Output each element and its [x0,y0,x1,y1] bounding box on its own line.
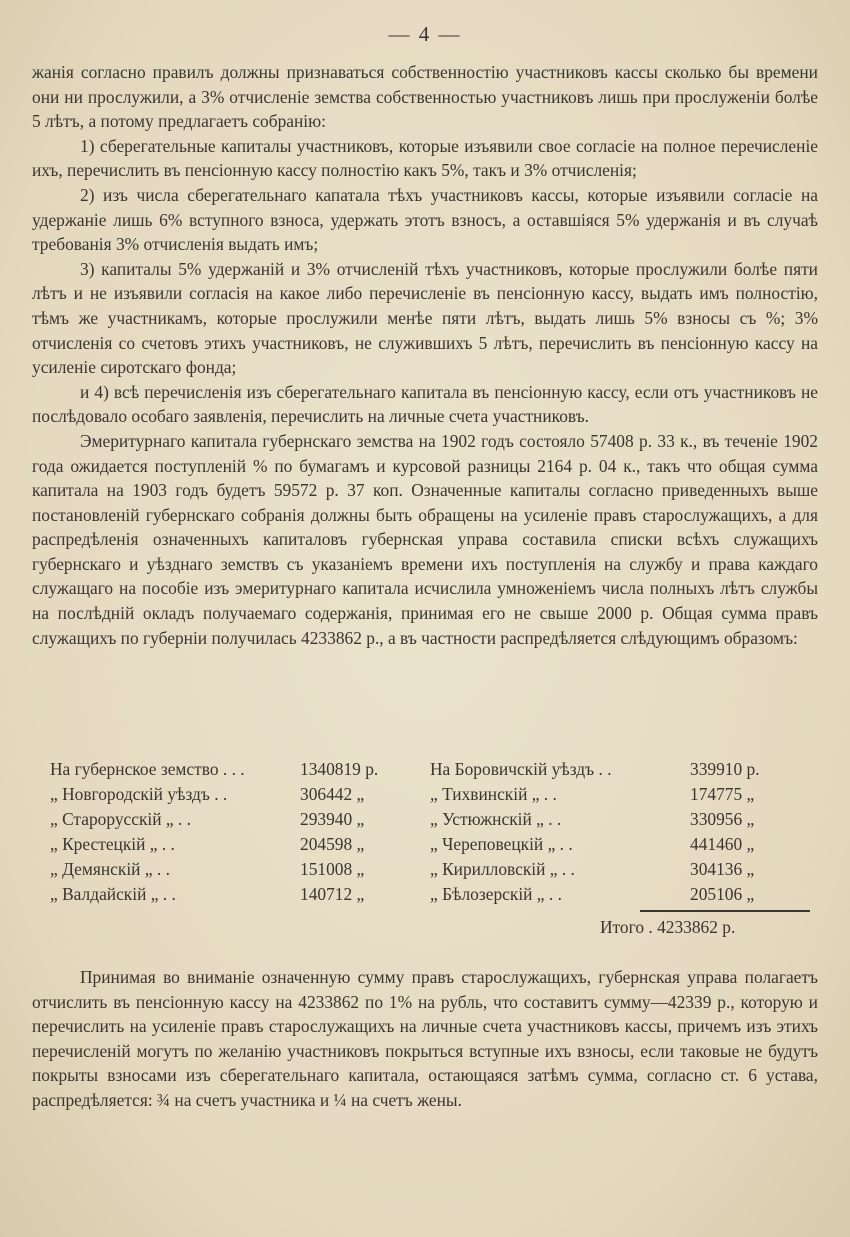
table-row [50,757,810,782]
district-name: На Боровичскій уѣздъ . . [430,759,612,779]
district-value: 174775 „ [690,784,755,804]
district-value: 205106 „ [690,884,755,904]
district-name: „ Череповецкій „ . . [430,834,573,854]
page-number: — 4 — [388,22,462,46]
district-value: 151008 „ [300,859,365,879]
table-row [50,832,810,857]
district-name: „ Устюжнскій „ . . [430,809,562,829]
table-row [50,782,810,807]
table-row [50,882,810,907]
district-name: „ Бѣлозерскій „ . . [430,884,562,904]
district-name: „ Новгородскій уѣздъ . . [50,784,228,804]
district-name: „ Демянскій „ . . [50,859,170,879]
body-text [32,60,818,650]
district-name: „ Тихвинскій „ . . [430,784,557,804]
paragraph-item-1: 1) сберегательные капиталы участниковъ, которые изъявили свое согласіе на полное перечисленіе ихъ, перечислить въ пенсіонную кассу полностію какъ 5%, такъ и 3% отчисленія; [32,135,818,181]
district-value: 441460 „ [690,834,755,854]
table-row [50,857,810,882]
district-name: „ Крестецкій „ . . [50,834,175,854]
total-line: Итого . 4233862 р. [600,917,736,937]
final-text [32,965,818,1113]
district-value: 1340819 р. [300,759,379,779]
district-name: „ Кирилловскій „ . . [430,859,575,879]
district-name: „ Валдайскій „ . . [50,884,176,904]
district-value: 204598 „ [300,834,365,854]
total-divider [640,910,810,912]
district-value: 140712 „ [300,884,365,904]
paragraph-emeritus: Эмеритурнаго капитала губернскаго земства на 1902 годъ состояло 57408 р. 33 к., въ теченіе 1902 года ожидается поступленій % по бумагамъ и курсовой разницы 2164 р. 04 к., такъ что общая сумма капитала на 1903 годъ будетъ 59572 р. 37 коп. Означенные капиталы согласно приведенныхъ выше постановленій губернскаго собранія должны быть обращены на усиленіе правъ старослужащихъ, а для распредѣленія означенныхъ капиталовъ губернская управа составила списки всѣхъ служащихъ губернскаго и уѣзднаго земствъ съ указаніемъ времени ихъ поступленія на службу и права каждаго служащаго на пособіе изъ эмеритурнаго капитала исчислила умноженіемъ числа полныхъ лѣтъ службы на послѣдній окладъ получаемаго содержанія, принимая его не свыше 2000 р. Общая сумма правъ служащихъ по губерніи получилась 4233862 р., а въ частности распредѣляется слѣдующимъ образомъ: [32,430,818,648]
district-name: „ Старорусскій „ . . [50,809,192,829]
district-value: 330956 „ [690,809,755,829]
paragraph-item-3: 3) капиталы 5% удержаній и 3% отчисленій тѣхъ участниковъ, которые прослужили болѣе пяти лѣтъ и не изъявили согласія на какое либо перечисленіе въ пенсіонную кассу, выдать имъ полностію, тѣмъ же участникамъ, которые прослужили менѣе пяти лѣтъ, выдать лишь 5% взносы съ %; 3% отчисленія со счетовъ этихъ участниковъ, не служившихъ 5 лѣтъ, перечислить въ пенсіонную кассу на усиленіе сиротскаго фонда; [32,258,818,378]
rights-table [50,757,810,907]
district-name: На губернское земство . . . [50,759,245,779]
district-value: 339910 р. [690,759,760,779]
paragraph-item-4: и 4) всѣ перечисленія изъ сберегательнаго капитала въ пенсіонную кассу, если отъ участниковъ не послѣдовало особаго заявленія, перечислить на личные счета участниковъ. [32,381,818,427]
district-value: 304136 „ [690,859,755,879]
paragraph-intro: жанія согласно правилъ должны признаваться собственностію участниковъ кассы сколько бы времени они ни прослужили, а 3% отчисленіе земства собственностью участниковъ лишь при прослуженіи болѣе 5 лѣтъ, а потому предлагаетъ собранію: [32,62,818,132]
district-value: 306442 „ [300,784,365,804]
table-row [50,807,810,832]
district-value: 293940 „ [300,809,365,829]
paragraph-final: Принимая во вниманіе означенную сумму правъ старослужащихъ, губернская управа полагаетъ отчислить въ пенсіонную кассу на 4233862 по 1% на рубль, что составитъ сумму—42339 р., которую и перечислить на усиленіе правъ старослужащихъ на личные счета участниковъ кассы, причемъ изъ этихъ перечисленій могутъ по желанію участниковъ покрыться вступные ихъ взносы, если таковые не будутъ покрыты взносами изъ сберегательнаго капитала, остающаяся затѣмъ сумма, согласно ст. 6 устава, распредѣляется: ¾ на счетъ участника и ¼ на счетъ жены. [32,967,818,1110]
paragraph-item-2: 2) изъ числа сберегательнаго капатала тѣхъ участниковъ кассы, которые изъявили согласіе на удержаніе лишь 6% вступного взноса, удержать этотъ взносъ, а оставшіяся 5% удержанія и въ случаѣ требованія 3% отчисленія выдать имъ; [32,184,818,255]
